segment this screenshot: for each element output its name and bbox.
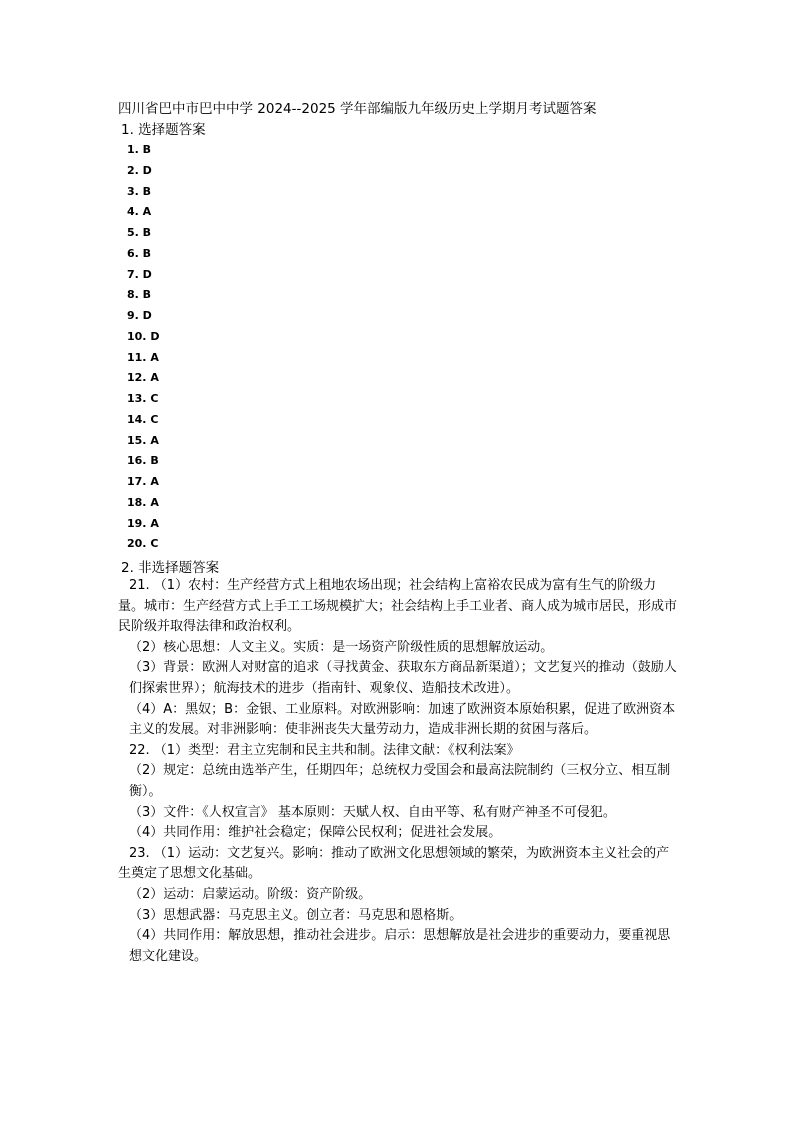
q23-part3: （3）思想武器：马克思主义。创立者：马克思和恩格斯。 [129, 907, 463, 923]
document-title: 四川省巴中市巴中中学 2024--2025 学年部编版九年级历史上学期月考试题答案 [118, 101, 597, 117]
q22-part4: （4）共同作用：维护社会稳定；保障公民权利；促进社会发展。 [129, 825, 502, 841]
list-item: 11. A [127, 350, 159, 364]
list-item: 15. A [127, 433, 159, 447]
list-item: 18. A [127, 495, 159, 509]
q21-part4: （4）A：黑奴；B：金银、工业原料。对欧洲影响：加速了欧洲资本原始积累，促进了欧洲资本主义的发展。对非洲影响：使非洲丧失大量劳动力，造成非洲长期的贫困与落后。 [129, 701, 676, 738]
list-item: 19. A [127, 516, 159, 530]
list-item: 17. A [127, 475, 159, 488]
list-item: 3. B [127, 184, 152, 198]
q23-part4: （4）共同作用：解放思想，推动社会进步。启示：思想解放是社会进步的重要动力，要重视思想文化建设。 [129, 928, 671, 964]
q23-part2: （2）运动：启蒙运动。阶级：资产阶级。 [129, 886, 372, 902]
q21-part3: （3）背景：欧洲人对财富的追求（寻找黄金、获取东方商品新渠道）；文艺复兴的推动（鼓励人们探索世界）；航海技术的进步（指南针、观象仪、造船技术改进）。 [129, 660, 677, 696]
q21-part1: 21. （1）农村：生产经营方式上租地农场出现；社会结构上富裕农民成为富有生气的阶级力量。城市：生产经营方式上手工工场规模扩大；社会结构上手工业者、商人成为城市居民，形成市民阶级并取得法律和政治权利。 [118, 578, 678, 635]
q22-part2: （2）规定：总统由选举产生，任期四年；总统权力受国会和最高法院制约（三权分立、相互制衡）。 [129, 763, 671, 799]
list-item: 5. B [127, 226, 152, 239]
list-item: 20. C [127, 537, 159, 551]
list-item: 2. D [127, 163, 152, 177]
list-item: 8. B [127, 288, 152, 302]
list-item: 10. D [127, 329, 160, 343]
list-item: 13. C [127, 392, 159, 405]
choice-answer-list [127, 140, 159, 555]
list-item: 12. A [127, 371, 159, 385]
section-heading-choice: 1. 选择题答案 [121, 122, 206, 138]
section-heading-nonchoice: 2. 非选择题答案 [121, 560, 220, 576]
list-item: 14. C [127, 412, 159, 426]
q22-part3: （3）文件：《人权宣言》 基本原则：天赋人权、自由平等、私有财产神圣不可侵犯。 [129, 804, 616, 820]
list-item: 16. B [127, 454, 159, 468]
list-item: 6. B [127, 246, 152, 260]
q21-part2: （2）核心思想：人文主义。实质：是一场资产阶级性质的思想解放运动。 [129, 639, 554, 655]
list-item: 4. A [127, 205, 152, 219]
q23-part1: 23. （1）运动：文艺复兴。影响：推动了欧洲文化思想领域的繁荣，为欧洲资本主义社会的产生奠定了思想文化基础。 [118, 845, 670, 882]
q22-part1: 22. （1）类型：君主立宪制和民主共和制。法律文献：《权利法案》 [129, 742, 520, 758]
list-item: 7. D [127, 267, 152, 281]
list-item: 1. B [127, 143, 152, 156]
list-item: 9. D [127, 309, 152, 322]
nonchoice-answers [118, 576, 678, 967]
